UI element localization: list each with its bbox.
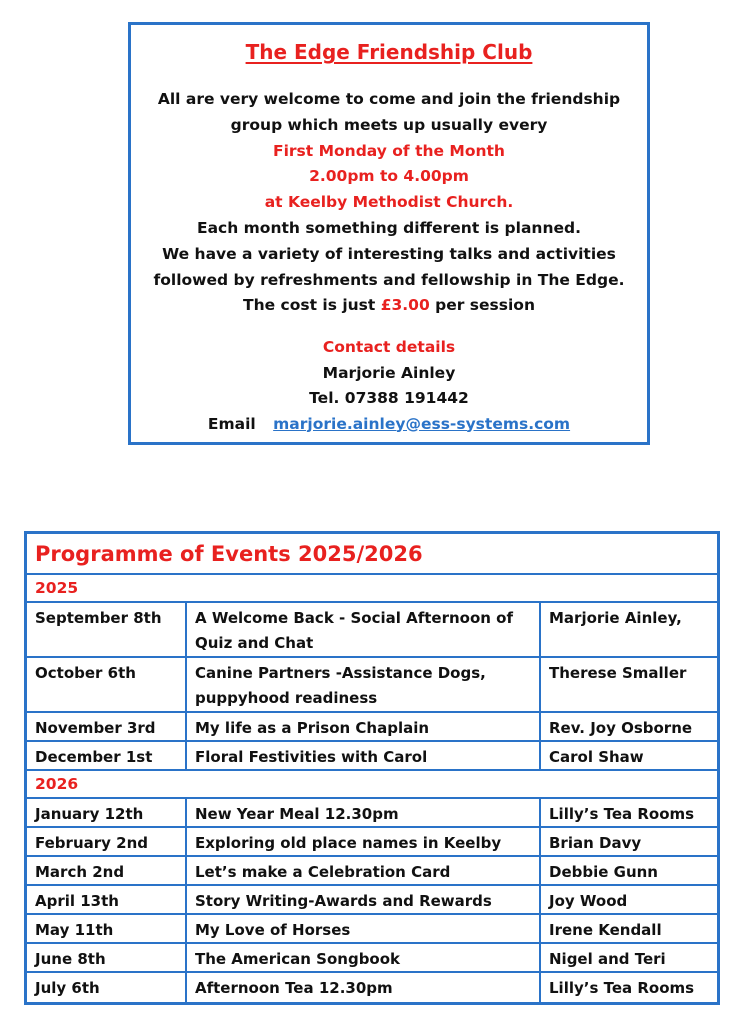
meeting-day: First Monday of the Month xyxy=(273,141,505,160)
intro-line-2: group which meets up usually every xyxy=(230,115,548,134)
table-row xyxy=(27,886,717,915)
event-speaker: Lilly’s Tea Rooms xyxy=(549,805,695,823)
table-row xyxy=(27,799,717,828)
event-title: New Year Meal 12.30pm xyxy=(187,799,541,826)
contact-email-line xyxy=(131,412,647,438)
contact-name: Marjorie Ainley xyxy=(322,363,456,382)
club-info-box xyxy=(128,22,650,445)
event-title: Story Writing-Awards and Rewards xyxy=(187,886,541,913)
intro-line-1: All are very welcome to come and join the friendship xyxy=(157,90,621,108)
cost-line xyxy=(131,293,647,319)
event-date: January 12th xyxy=(27,799,187,826)
event-speaker: Therese Smaller xyxy=(549,664,687,682)
club-description xyxy=(131,87,647,319)
year-heading-2025: 2025 xyxy=(27,575,717,603)
event-title: My Love of Horses xyxy=(187,915,541,942)
cost-suffix: per session xyxy=(435,296,535,315)
event-speaker: Joy Wood xyxy=(549,892,628,910)
cost-prefix: The cost is just xyxy=(243,296,376,315)
event-speaker: Debbie Gunn xyxy=(549,863,658,881)
email-link[interactable]: marjorie.ainley@ess-systems.com xyxy=(273,414,571,433)
event-title: A Welcome Back - Social Afternoon of Quiz and Chat xyxy=(187,603,541,656)
event-title: Exploring old place names in Keelby xyxy=(187,828,541,855)
table-row xyxy=(27,828,717,857)
event-title: Canine Partners -Assistance Dogs, puppyhood readiness xyxy=(187,658,541,711)
programme-title: Programme of Events 2025/2026 xyxy=(27,534,717,575)
meeting-venue: at Keelby Methodist Church. xyxy=(264,193,514,212)
contact-tel: Tel. 07388 191442 xyxy=(309,389,469,407)
event-speaker: Carol Shaw xyxy=(549,748,644,766)
table-row xyxy=(27,915,717,944)
year-heading-2026: 2026 xyxy=(27,771,717,799)
event-title: Floral Festivities with Carol xyxy=(187,742,541,769)
event-speaker: Lilly’s Tea Rooms xyxy=(549,979,695,997)
event-speaker: Marjorie Ainley, xyxy=(549,609,682,627)
meeting-time: 2.00pm to 4.00pm xyxy=(309,167,469,186)
planned-line: Each month something different is planned. xyxy=(196,218,581,237)
event-date: October 6th xyxy=(27,658,187,711)
event-speaker: Nigel and Teri xyxy=(549,950,666,968)
email-label: Email xyxy=(207,414,256,433)
event-speaker: Brian Davy xyxy=(549,834,642,852)
event-title: Let’s make a Celebration Card xyxy=(187,857,541,884)
variety-line: We have a variety of interesting talks and activities xyxy=(162,244,616,263)
event-date: May 11th xyxy=(27,915,187,942)
table-row xyxy=(27,944,717,973)
cost-value: £3.00 xyxy=(380,296,430,315)
table-row xyxy=(27,857,717,886)
event-date: February 2nd xyxy=(27,828,187,855)
contact-details xyxy=(131,335,647,437)
followed-line: followed by refreshments and fellowship in The Edge. xyxy=(153,270,625,289)
event-speaker: Rev. Joy Osborne xyxy=(549,719,693,737)
event-date: June 8th xyxy=(27,944,187,971)
event-date: November 3rd xyxy=(27,713,187,740)
table-row xyxy=(27,973,717,1002)
event-title: My life as a Prison Chaplain xyxy=(187,713,541,740)
event-title: The American Songbook xyxy=(187,944,541,971)
event-speaker: Irene Kendall xyxy=(549,921,662,939)
event-date: December 1st xyxy=(27,742,187,769)
event-date: July 6th xyxy=(27,973,187,1002)
event-date: September 8th xyxy=(27,603,187,656)
event-title: Afternoon Tea 12.30pm xyxy=(187,973,541,1002)
contact-heading: Contact details xyxy=(322,338,456,356)
table-row xyxy=(27,603,717,658)
event-date: March 2nd xyxy=(27,857,187,884)
table-row xyxy=(27,713,717,742)
club-title xyxy=(131,39,647,65)
event-date: April 13th xyxy=(27,886,187,913)
table-row xyxy=(27,742,717,771)
club-title-text: The Edge Friendship Club xyxy=(245,40,533,64)
programme-table xyxy=(24,531,720,1005)
table-row xyxy=(27,658,717,713)
